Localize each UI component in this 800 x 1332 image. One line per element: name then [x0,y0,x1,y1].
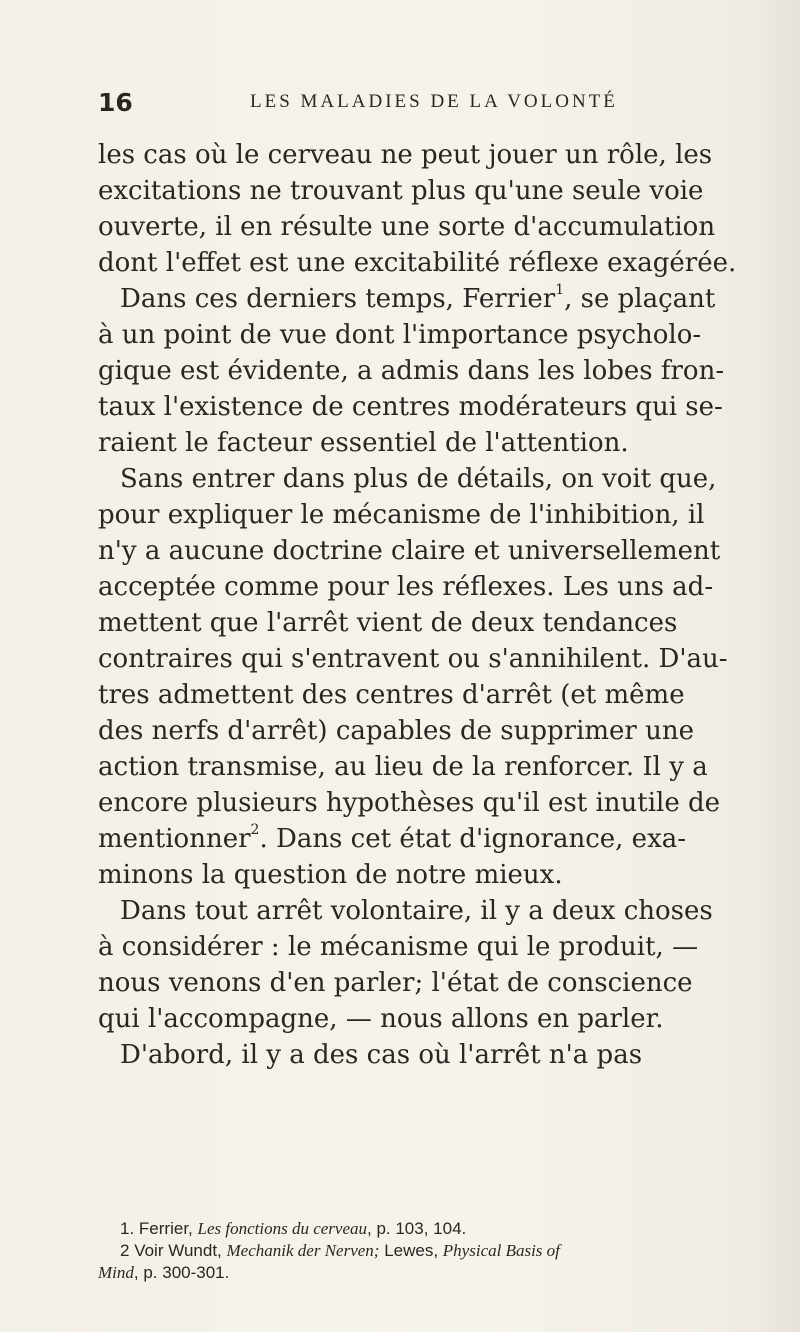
footnote-author: Ferrier, [138,1219,193,1238]
text-line: n'y a aucune doctrine claire et universellement [98,536,721,566]
text-segment: , se plaçant [564,284,716,314]
text-line: excitations ne trouvant plus qu'une seule voie [98,176,704,206]
text-line: des nerfs d'arrêt) capables de supprimer une [98,716,695,746]
footnotes [98,1218,748,1284]
text-line: encore plusieurs hypothèses qu'il est inutile de [98,788,721,818]
text-line: qui l'accompagne, — nous allons en parler. [98,1004,664,1034]
text-line: à un point de vue dont l'importance psycholo- [98,320,702,350]
footnote-number: 1. [120,1219,135,1238]
text-line: D'abord, il y a des cas où l'arrêt n'a pas [120,1040,643,1070]
text-line: les cas où le cerveau ne peut jouer un rôle, les [98,140,713,170]
text-line [98,821,748,857]
text-segment: mentionner [98,824,251,854]
footnote-title: Mechanik der Nerven; [226,1241,380,1260]
footnote-text: Voir Wundt, [134,1241,222,1260]
text-line: ouverte, il en résulte une sorte d'accumulation [98,212,716,242]
text-line: contraires qui s'entravent ou s'annihilent. D'au- [98,644,728,674]
text-line: à considérer : le mécanisme qui le produit, — [98,932,699,962]
text-line: taux l'existence de centres modérateurs qui se- [98,392,723,422]
text-line: pour expliquer le mécanisme de l'inhibition, il [98,500,705,530]
footnote-number: 2 [120,1241,130,1260]
footnote-title: Les fonctions du cerveau [197,1219,367,1238]
text-line: Sans entrer dans plus de détails, on voit que, [120,464,717,494]
running-title: LES MALADIES DE LA VOLONTÉ [250,91,618,112]
text-line: tres admettent des centres d'arrêt (et même [98,680,685,710]
text-line: minons la question de notre mieux. [98,860,563,890]
footnote-pages: , p. 300-301. [133,1263,230,1282]
body-text [98,137,748,1073]
page-number: 16 [98,88,133,117]
footnote-mark: 2 [250,822,260,838]
footnote-title: Physical Basis of [442,1241,560,1260]
text-line: nous venons d'en parler; l'état de conscience [98,968,693,998]
text-line: mettent que l'arrêt vient de deux tendances [98,608,678,638]
text-line [98,281,748,317]
footnote-1 [98,1218,748,1240]
page-edge-shadow [754,0,800,1332]
text-segment: Dans ces derniers temps, Ferrier [120,284,556,314]
text-line: action transmise, au lieu de la renforcer. Il y a [98,752,708,782]
text-line: dont l'effet est une excitabilité réflexe exagérée. [98,248,737,278]
footnote-pages: , p. 103, 104. [367,1219,467,1238]
footnote-title: Mind [98,1263,134,1282]
footnote-text: Lewes, [384,1241,439,1260]
text-segment: . Dans cet état d'ignorance, exa- [259,824,687,854]
running-head [98,88,738,122]
text-line: Dans tout arrêt volontaire, il y a deux choses [120,896,713,926]
footnote-2-continued [98,1262,748,1284]
footnote-mark: 1 [555,282,565,298]
text-line: acceptée comme pour les réflexes. Les uns ad- [98,572,714,602]
text-line: raient le facteur essentiel de l'attention. [98,428,629,458]
footnote-2 [98,1240,748,1262]
text-line: gique est évidente, a admis dans les lobes fron- [98,356,725,386]
